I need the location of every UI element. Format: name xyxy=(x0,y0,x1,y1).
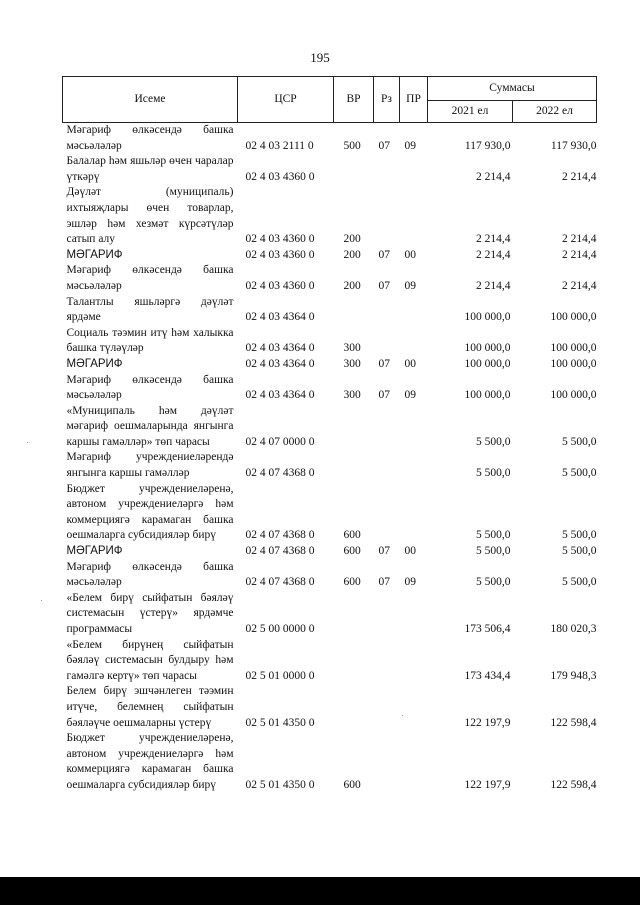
cell-pr xyxy=(400,154,428,185)
cell-y2: 100 000,0 xyxy=(550,311,597,324)
cell-name: Белем бирү эшчәнлеген тәэмин итүче, белемнең сыйфатын бәяләүче оешмаларны үстерү xyxy=(66,685,234,729)
cell-pr xyxy=(400,295,428,326)
cell-vr xyxy=(334,154,374,185)
cell-y2: 100 000,0 xyxy=(550,389,597,402)
cell-y2: 2 214,4 xyxy=(562,233,597,246)
cell-pr xyxy=(400,326,428,357)
cell-csr: 02 4 03 4364 0 xyxy=(245,389,315,402)
cell-rz: 07 xyxy=(378,576,390,589)
cell-y2: 5 500,0 xyxy=(562,467,597,480)
cell-y1: 5 500,0 xyxy=(476,467,511,480)
cell-y2: 5 500,0 xyxy=(562,529,597,542)
cell-name: Бюджет учреждениеләренә, автоном учреждениеләргә һәм коммерциягә карамаган башка оешмаларга субсидияләр бирү xyxy=(66,732,234,791)
cell-vr xyxy=(334,591,374,638)
cell-y1: 2 214,4 xyxy=(476,279,511,292)
budget-table xyxy=(62,76,597,794)
cell-y2: 2 214,4 xyxy=(562,170,597,183)
table-row xyxy=(63,123,597,155)
cell-pr xyxy=(400,404,428,451)
scan-speck xyxy=(27,442,28,443)
cell-vr xyxy=(334,684,374,731)
cell-pr: 09 xyxy=(404,389,416,402)
table-row xyxy=(63,560,597,591)
table-row xyxy=(63,295,597,326)
cell-name: Мәгариф учреждениеләрендә янгынга каршы гамәлләр xyxy=(66,451,234,480)
cell-y2: 5 500,0 xyxy=(562,435,597,448)
cell-csr: 02 4 03 2111 0 xyxy=(245,139,314,152)
scan-bottom-border xyxy=(0,877,640,905)
cell-vr: 600 xyxy=(343,778,361,791)
cell-y2: 180 020,3 xyxy=(550,623,597,635)
table-row xyxy=(63,185,597,247)
table-row xyxy=(63,326,597,357)
cell-y1: 173 434,4 xyxy=(464,669,511,682)
cell-rz: 07 xyxy=(378,357,390,370)
cell-vr: 300 xyxy=(343,357,361,370)
header-name: Исеме xyxy=(63,77,238,123)
cell-y1: 2 214,4 xyxy=(476,248,511,261)
cell-csr: 02 5 01 4350 0 xyxy=(245,778,315,791)
cell-vr xyxy=(334,295,374,326)
cell-name: МӘГАРИФ xyxy=(66,357,123,370)
cell-name: «Белем бирү сыйфатын бәяләү системасын үстерү» ярдәмче программасы xyxy=(66,591,234,635)
cell-y2: 179 948,3 xyxy=(550,669,597,682)
table-row xyxy=(63,450,597,481)
cell-name: «Муниципаль һәм дәүләт мәгариф оешмаларында янгынга каршы гамәлләр» төп чарасы xyxy=(66,404,234,448)
cell-vr xyxy=(334,450,374,481)
cell-pr: 09 xyxy=(404,576,416,589)
cell-pr: 00 xyxy=(404,357,416,370)
cell-vr xyxy=(334,638,374,685)
cell-csr: 02 5 01 0000 0 xyxy=(245,669,315,682)
cell-name: Талантлы яшьләргә дәүләт ярдәме xyxy=(66,295,234,324)
cell-y2: 122 598,4 xyxy=(550,716,597,729)
cell-csr: 02 4 03 4364 0 xyxy=(245,342,315,355)
header-year-2022: 2022 ел xyxy=(513,101,597,123)
cell-rz: 07 xyxy=(378,139,390,152)
cell-name: Бюджет учреждениеләренә, автоном учреждениеләргә һәм коммерциягә карамаган башка оешмаларга субсидияләр бирү xyxy=(66,482,234,542)
table-row xyxy=(63,638,597,685)
cell-name: Дәүләт (муниципаль) ихтыяҗлары өчен товарлар, эшләр һәм хезмәт күрсәтүләр сатып алу xyxy=(66,186,234,246)
header-rz: Рз xyxy=(374,77,400,123)
table-body xyxy=(63,123,597,794)
cell-pr: 09 xyxy=(404,139,416,152)
cell-y2: 100 000,0 xyxy=(550,342,597,355)
cell-rz: 07 xyxy=(378,545,390,558)
cell-y1: 100 000,0 xyxy=(464,357,511,370)
cell-y1: 100 000,0 xyxy=(464,311,511,324)
table-row-section xyxy=(63,357,597,373)
cell-rz xyxy=(374,295,400,326)
cell-csr: 02 4 07 4368 0 xyxy=(245,529,315,542)
scan-speck xyxy=(41,600,42,601)
cell-rz xyxy=(374,482,400,544)
table-row xyxy=(63,684,597,731)
cell-y1: 122 197,9 xyxy=(464,778,511,791)
cell-y2: 2 214,4 xyxy=(562,248,597,261)
cell-y1: 2 214,4 xyxy=(476,170,511,183)
table-header xyxy=(63,77,597,123)
cell-pr: 00 xyxy=(404,248,416,261)
cell-rz: 07 xyxy=(378,389,390,402)
table-row xyxy=(63,154,597,185)
cell-rz xyxy=(374,154,400,185)
cell-y2: 5 500,0 xyxy=(562,576,597,589)
cell-vr: 200 xyxy=(343,248,361,261)
cell-y1: 5 500,0 xyxy=(476,545,511,558)
table-row xyxy=(63,591,597,638)
cell-name: Социаль тәэмин итү һәм халыкка башка түләүләр xyxy=(66,326,234,355)
cell-y1: 2 214,4 xyxy=(476,233,511,246)
cell-y2: 122 598,4 xyxy=(550,778,597,791)
budget-table-frame xyxy=(62,76,600,794)
cell-csr: 02 5 00 0000 0 xyxy=(245,623,315,635)
cell-y1: 122 197,9 xyxy=(464,716,511,729)
table-row-section xyxy=(63,248,597,264)
cell-vr: 600 xyxy=(343,576,361,589)
cell-csr: 02 5 01 4350 0 xyxy=(245,716,315,729)
cell-pr xyxy=(400,450,428,481)
header-vr: ВР xyxy=(334,77,374,123)
cell-y2: 5 500,0 xyxy=(562,545,597,558)
cell-pr xyxy=(400,482,428,544)
cell-csr: 02 4 07 4368 0 xyxy=(245,545,315,558)
cell-vr: 500 xyxy=(343,139,361,152)
cell-csr: 02 4 07 4368 0 xyxy=(245,576,315,589)
cell-y1: 117 930,0 xyxy=(464,139,511,152)
cell-rz xyxy=(374,684,400,731)
cell-pr xyxy=(400,638,428,685)
cell-rz: 07 xyxy=(378,248,390,261)
cell-name: Мәгариф өлкәсендә башка мәсьәләләр xyxy=(66,560,234,589)
table-row xyxy=(63,404,597,451)
cell-name: «Белем бирүнең сыйфатын бәяләү системасын булдыру һәм гамәлгә кертү» төп чарасы xyxy=(66,638,234,682)
table-row-section xyxy=(63,544,597,560)
cell-y1: 100 000,0 xyxy=(464,342,511,355)
cell-csr: 02 4 07 0000 0 xyxy=(245,435,315,448)
cell-csr: 02 4 03 4364 0 xyxy=(245,357,315,370)
cell-csr: 02 4 03 4360 0 xyxy=(245,170,315,183)
cell-csr: 02 4 03 4360 0 xyxy=(245,279,315,292)
cell-name: Мәгариф өлкәсендә башка мәсьәләләр xyxy=(66,264,234,292)
header-pr: ПР xyxy=(400,77,428,123)
cell-vr xyxy=(334,404,374,451)
cell-y2: 100 000,0 xyxy=(550,357,597,370)
cell-vr: 600 xyxy=(343,529,361,542)
cell-name: Мәгариф өлкәсендә башка мәсьәләләр xyxy=(66,124,234,152)
cell-rz xyxy=(374,404,400,451)
cell-vr: 300 xyxy=(343,389,361,402)
header-sums: Суммасы xyxy=(428,77,597,101)
scan-speck xyxy=(402,715,403,716)
cell-y1: 100 000,0 xyxy=(464,389,511,402)
cell-name: Мәгариф өлкәсендә башка мәсьәләләр xyxy=(66,373,234,402)
cell-csr: 02 4 07 4368 0 xyxy=(245,467,315,480)
cell-name: Балалар һәм яшьләр өчен чаралар үткәрү xyxy=(66,155,234,183)
cell-rz xyxy=(374,450,400,481)
cell-csr: 02 4 03 4364 0 xyxy=(245,311,315,324)
header-year-2021: 2021 ел xyxy=(428,101,513,123)
cell-vr: 200 xyxy=(343,233,361,246)
page-number: 195 xyxy=(310,50,330,65)
cell-rz xyxy=(374,638,400,685)
cell-y1: 5 500,0 xyxy=(476,529,511,542)
cell-y2: 2 214,4 xyxy=(562,279,597,292)
cell-vr: 200 xyxy=(343,279,361,292)
cell-vr: 300 xyxy=(343,342,361,355)
cell-rz xyxy=(374,591,400,638)
cell-rz xyxy=(374,185,400,247)
cell-pr xyxy=(400,731,428,793)
cell-pr xyxy=(400,185,428,247)
cell-pr: 09 xyxy=(404,279,416,292)
cell-y2: 117 930,0 xyxy=(550,139,597,152)
cell-name: МӘГАРИФ xyxy=(66,248,123,261)
cell-vr: 600 xyxy=(343,545,361,558)
cell-name: МӘГАРИФ xyxy=(66,545,123,558)
header-csr: ЦСР xyxy=(238,77,334,123)
cell-pr: 00 xyxy=(404,545,416,558)
cell-y1: 5 500,0 xyxy=(476,435,511,448)
cell-csr: 02 4 03 4360 0 xyxy=(245,248,315,261)
cell-csr: 02 4 03 4360 0 xyxy=(245,233,315,246)
cell-rz xyxy=(374,326,400,357)
cell-pr xyxy=(400,591,428,638)
cell-rz xyxy=(374,731,400,793)
table-row xyxy=(63,263,597,294)
cell-pr xyxy=(400,684,428,731)
table-row xyxy=(63,482,597,544)
cell-y1: 173 506,4 xyxy=(464,623,511,635)
table-row xyxy=(63,731,597,793)
cell-y1: 5 500,0 xyxy=(476,576,511,589)
cell-rz: 07 xyxy=(378,279,390,292)
table-row xyxy=(63,373,597,404)
